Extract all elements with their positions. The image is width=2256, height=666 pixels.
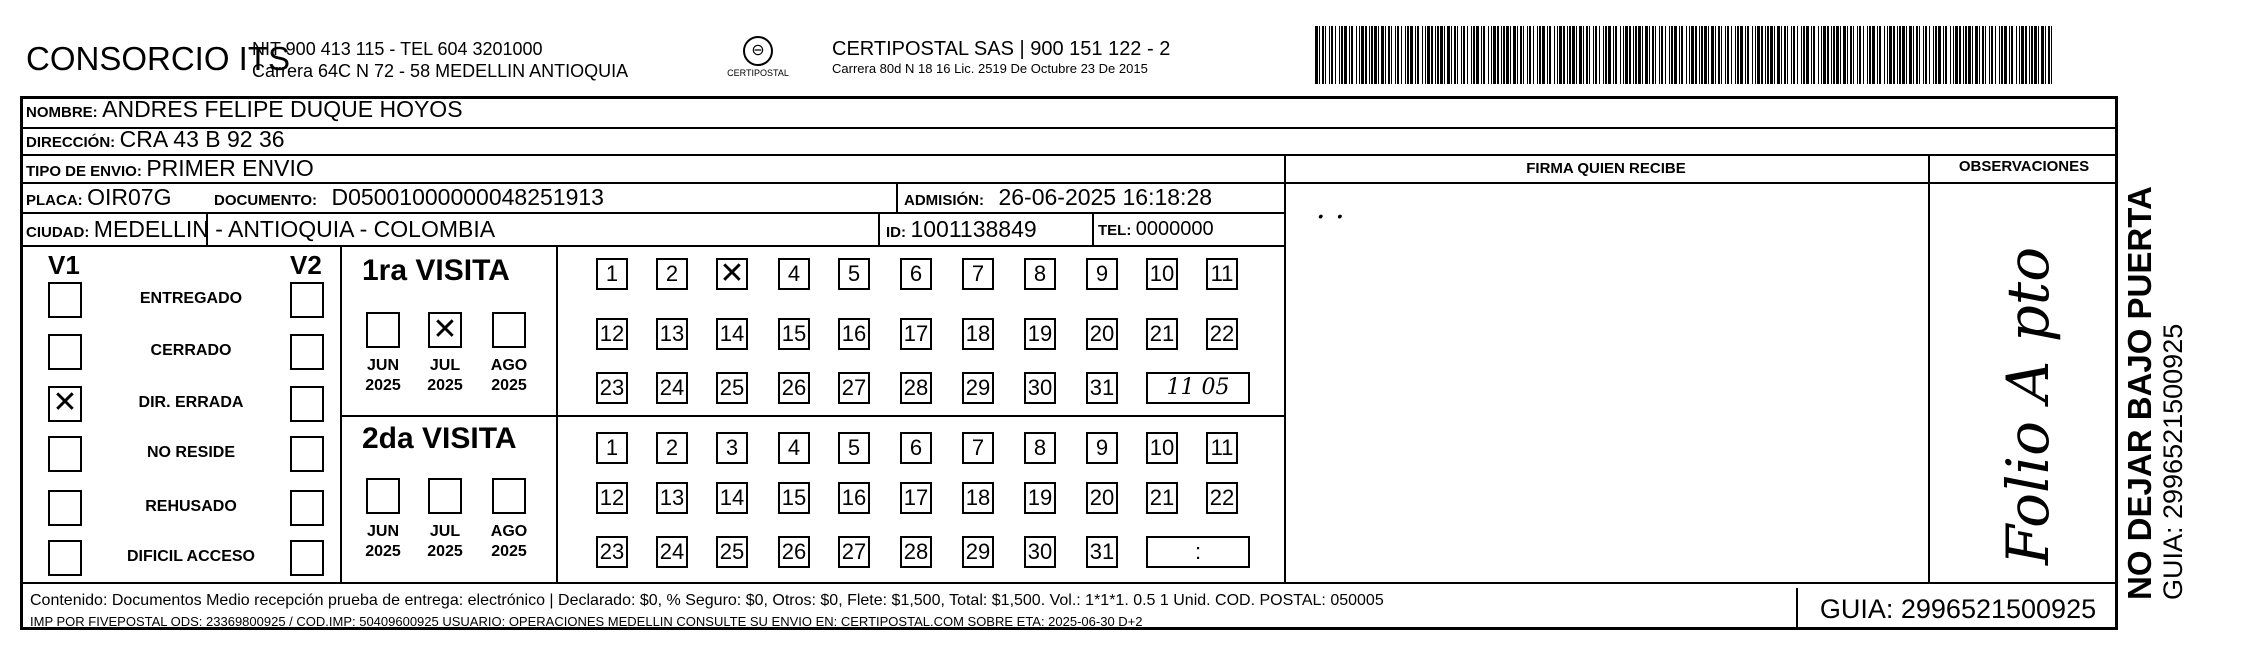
first-visit-day-box[interactable]: 29 xyxy=(962,372,994,404)
second-visit-day-box[interactable]: 10 xyxy=(1146,432,1178,464)
certipostal-info xyxy=(832,38,1170,76)
first-visit-day-box[interactable]: 13 xyxy=(656,318,688,350)
ciudad-label: CIUDAD: xyxy=(26,224,90,241)
v2-checkbox[interactable] xyxy=(290,490,324,526)
v1-checkbox[interactable]: ✕ xyxy=(48,386,82,422)
second-visit-day-box[interactable]: 20 xyxy=(1086,482,1118,514)
certipostal-logo xyxy=(726,36,790,88)
first-visit-day-box[interactable]: 4 xyxy=(778,258,810,290)
first-visit-day-box[interactable]: 19 xyxy=(1024,318,1056,350)
first-visit-day-box[interactable]: 8 xyxy=(1024,258,1056,290)
second-visit-month-checkbox[interactable] xyxy=(366,478,400,514)
second-visit-day-box[interactable]: 6 xyxy=(900,432,932,464)
first-visit-day-box[interactable]: 18 xyxy=(962,318,994,350)
status-label: DIFICIL ACCESO xyxy=(126,548,255,565)
barcode-bar xyxy=(2052,26,2055,84)
second-visit-day-box[interactable]: 25 xyxy=(716,536,748,568)
status-label: CERRADO xyxy=(150,342,232,359)
second-visit-day-box[interactable]: 2 xyxy=(656,432,688,464)
first-visit-day-box[interactable]: 6 xyxy=(900,258,932,290)
first-visit-day-box[interactable]: 5 xyxy=(838,258,870,290)
second-visit-day-box[interactable]: 7 xyxy=(962,432,994,464)
placa-row xyxy=(26,184,172,211)
v1-checkbox[interactable] xyxy=(48,540,82,576)
first-visit-day-box[interactable]: 20 xyxy=(1086,318,1118,350)
id-value: 1001138849 xyxy=(910,216,1037,242)
documento-row xyxy=(214,184,604,211)
observaciones-header: OBSERVACIONES xyxy=(1958,158,2090,175)
first-visit-day-box[interactable]: 16 xyxy=(838,318,870,350)
first-visit-month-checkbox[interactable] xyxy=(366,312,400,348)
first-visit-time[interactable]: 11 05 xyxy=(1146,372,1250,404)
first-visit-day-box[interactable]: 27 xyxy=(838,372,870,404)
second-visit-day-box[interactable]: 28 xyxy=(900,536,932,568)
second-visit-time[interactable]: : xyxy=(1146,536,1250,568)
v1-header: V1 xyxy=(48,250,80,280)
first-visit-day-box[interactable]: 10 xyxy=(1146,258,1178,290)
second-visit-day-box[interactable]: 23 xyxy=(596,536,628,568)
side-text xyxy=(2122,186,2188,600)
v2-checkbox[interactable] xyxy=(290,540,324,576)
v2-checkbox[interactable] xyxy=(290,282,324,318)
admision-row xyxy=(904,184,1212,211)
second-visit-day-box[interactable]: 26 xyxy=(778,536,810,568)
second-visit-day-box[interactable]: 22 xyxy=(1206,482,1238,514)
first-visit-day-box[interactable]: 26 xyxy=(778,372,810,404)
first-visit-day-box[interactable]: 9 xyxy=(1086,258,1118,290)
company-nit: NIT 900 413 115 - TEL 604 3201000 xyxy=(252,39,543,59)
status-label: REHUSADO xyxy=(145,498,237,515)
nombre-row xyxy=(26,96,463,123)
second-visit-day-box[interactable]: 11 xyxy=(1206,432,1238,464)
first-visit-day-box[interactable]: ✕ xyxy=(716,258,748,290)
firma-signature: · · xyxy=(1316,200,1345,235)
id-row xyxy=(886,216,1037,243)
second-visit-day-box[interactable]: 19 xyxy=(1024,482,1056,514)
second-visit-day-box[interactable]: 12 xyxy=(596,482,628,514)
second-visit-day-box[interactable]: 5 xyxy=(838,432,870,464)
second-visit-day-box[interactable]: 29 xyxy=(962,536,994,568)
side-warning: NO DEJAR BAJO PUERTA xyxy=(2121,186,2158,600)
documento-value: D05001000000048251913 xyxy=(331,184,604,210)
logo-icon: ⊖ xyxy=(743,36,773,66)
placa-label: PLACA: xyxy=(26,192,83,209)
second-visit-day-box[interactable]: 30 xyxy=(1024,536,1056,568)
second-visit-day-box[interactable]: 14 xyxy=(716,482,748,514)
side-guia: GUIA: 2996521500925 xyxy=(2158,323,2188,600)
direccion-row xyxy=(26,126,285,153)
company-address: Carrera 64C N 72 - 58 MEDELLIN ANTIOQUIA xyxy=(252,61,629,81)
second-visit-day-box[interactable]: 4 xyxy=(778,432,810,464)
footer-guia: GUIA: 2996521500925 xyxy=(1796,588,2118,628)
admision-value: 26-06-2025 16:18:28 xyxy=(998,184,1213,210)
tipo-value: PRIMER ENVIO xyxy=(146,155,314,181)
second-visit-day-box[interactable]: 13 xyxy=(656,482,688,514)
v2-checkbox[interactable] xyxy=(290,436,324,472)
tel-row xyxy=(1098,218,1214,241)
second-visit-title: 2da VISITA xyxy=(362,422,517,455)
tel-value: 0000000 xyxy=(1135,218,1214,240)
first-visit-day-box[interactable]: 23 xyxy=(596,372,628,404)
month-label: AGO 2025 xyxy=(490,357,528,394)
nombre-label: NOMBRE: xyxy=(26,104,98,121)
footer-imp: IMP POR FIVEPOSTAL ODS: 23369800925 / COD.IMP: 50409600925 USUARIO: OPERACIONES MEDELLIN CONSULTE SU ENVIO EN: CERTIPOSTAL.COM SOBRE ETA: 2025-06-30 D+2 xyxy=(30,614,1143,629)
second-visit-day-box[interactable]: 24 xyxy=(656,536,688,568)
first-visit-day-box[interactable]: 14 xyxy=(716,318,748,350)
second-visit-month-checkbox[interactable] xyxy=(428,478,462,514)
certipostal-address: Carrera 80d N 18 16 Lic. 2519 De Octubre 23 De 2015 xyxy=(832,61,1148,76)
first-visit-day-box[interactable]: 24 xyxy=(656,372,688,404)
tipo-label: TIPO DE ENVIO: xyxy=(26,163,142,180)
second-visit-day-box[interactable]: 9 xyxy=(1086,432,1118,464)
first-visit-day-box[interactable]: 17 xyxy=(900,318,932,350)
id-label: ID: xyxy=(886,224,906,241)
tipo-row xyxy=(26,155,314,182)
certipostal-name: CERTIPOSTAL SAS | 900 151 122 - 2 xyxy=(832,38,1171,60)
second-visit-day-box[interactable]: 8 xyxy=(1024,432,1056,464)
v1-checkbox[interactable] xyxy=(48,334,82,370)
first-visit-day-box[interactable]: 28 xyxy=(900,372,932,404)
v2-header: V2 xyxy=(290,250,322,280)
v1-checkbox[interactable] xyxy=(48,436,82,472)
nombre-value: ANDRES FELIPE DUQUE HOYOS xyxy=(102,96,463,122)
first-visit-day-box[interactable]: 22 xyxy=(1206,318,1238,350)
second-visit-day-box[interactable]: 21 xyxy=(1146,482,1178,514)
first-visit-day-box[interactable]: 15 xyxy=(778,318,810,350)
first-visit-day-box[interactable]: 21 xyxy=(1146,318,1178,350)
month-label: AGO 2025 xyxy=(490,523,528,560)
second-visit-day-box[interactable]: 1 xyxy=(596,432,628,464)
footer-contenido: Contenido: Documentos Medio recepción prueba de entrega: electrónico | Declarado: $0, % Seguro: $0, Otros: $0, Flete: $1,500, Total: $1,500. Vol.: 1*1*1. 0.5 1 Unid. COD. POSTAL: 050005 xyxy=(30,592,1384,609)
first-visit-month-checkbox[interactable]: ✕ xyxy=(428,312,462,348)
month-label: JUN 2025 xyxy=(365,523,401,560)
barcode xyxy=(1315,26,2065,84)
ciudad-value: MEDELLIN - ANTIOQUIA - COLOMBIA xyxy=(93,216,496,242)
first-visit-day-box[interactable]: 2 xyxy=(656,258,688,290)
second-visit-day-box[interactable]: 18 xyxy=(962,482,994,514)
first-visit-day-box[interactable]: 7 xyxy=(962,258,994,290)
v1-checkbox[interactable] xyxy=(48,282,82,318)
second-visit-day-box[interactable]: 27 xyxy=(838,536,870,568)
v2-checkbox[interactable] xyxy=(290,386,324,422)
first-visit-day-box[interactable]: 25 xyxy=(716,372,748,404)
v1-checkbox[interactable] xyxy=(48,490,82,526)
company-name: CONSORCIO ITS xyxy=(26,40,291,77)
month-label: JUL 2025 xyxy=(427,523,463,560)
first-visit-day-box[interactable]: 31 xyxy=(1086,372,1118,404)
month-label: JUN 2025 xyxy=(365,357,401,394)
second-visit-day-box[interactable]: 16 xyxy=(838,482,870,514)
first-visit-day-box[interactable]: 11 xyxy=(1206,258,1238,290)
ciudad-row xyxy=(26,216,495,243)
direccion-label: DIRECCIÓN: xyxy=(26,134,116,151)
second-visit-day-box[interactable]: 31 xyxy=(1086,536,1118,568)
v2-checkbox[interactable] xyxy=(290,334,324,370)
logo-text: CERTIPOSTAL xyxy=(727,68,789,78)
admision-label: ADMISIÓN: xyxy=(904,192,984,209)
first-visit-title: 1ra VISITA xyxy=(362,254,510,287)
status-label: DIR. ERRADA xyxy=(138,394,244,411)
first-visit-day-box[interactable]: 1 xyxy=(596,258,628,290)
placa-value: OIR07G xyxy=(87,184,172,210)
second-visit-month-checkbox[interactable] xyxy=(492,478,526,514)
second-visit-day-box[interactable]: 15 xyxy=(778,482,810,514)
first-visit-month-checkbox[interactable] xyxy=(492,312,526,348)
documento-label: DOCUMENTO: xyxy=(214,192,318,209)
status-label: NO RESIDE xyxy=(146,444,235,461)
observaciones-handwriting: Folio A pto xyxy=(1994,246,2062,565)
firma-header: FIRMA QUIEN RECIBE xyxy=(1526,160,1686,177)
first-visit-day-box[interactable]: 12 xyxy=(596,318,628,350)
month-label: JUL 2025 xyxy=(427,357,463,394)
second-visit-day-box[interactable]: 17 xyxy=(900,482,932,514)
tel-label: TEL: xyxy=(1098,222,1132,239)
direccion-value: CRA 43 B 92 36 xyxy=(119,126,285,152)
first-visit-day-box[interactable]: 30 xyxy=(1024,372,1056,404)
status-label: ENTREGADO xyxy=(139,290,243,307)
company-info xyxy=(252,38,628,82)
second-visit-day-box[interactable]: 3 xyxy=(716,432,748,464)
